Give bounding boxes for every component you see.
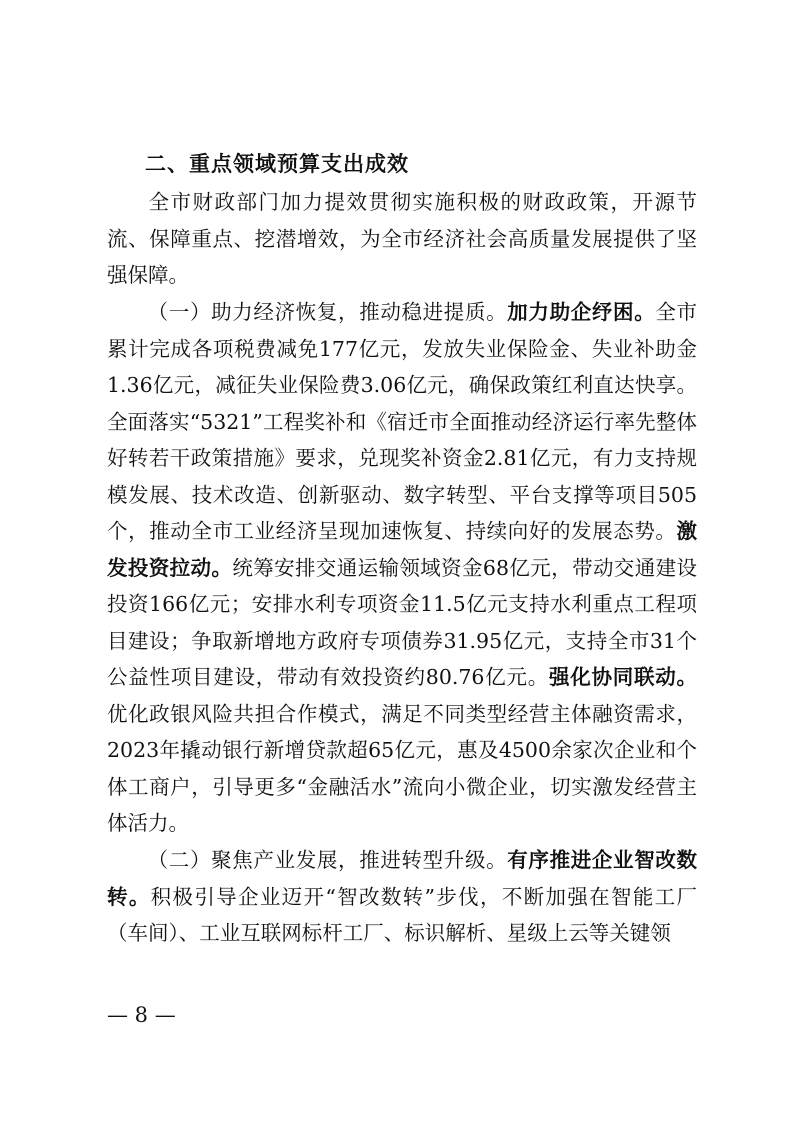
bold-phrase: 加力助企纾困。 xyxy=(507,300,656,324)
subsection-heading: （二）聚焦产业发展，推进转型升级。 xyxy=(147,848,508,872)
paragraph-text: 积极引导企业迈开“智改数转”步伐，不断加强在智能工厂（车间）、工业互联网标杆工厂、标识解析、星级上云等关键领 xyxy=(107,884,697,945)
bold-phrase: 强化协同联动。 xyxy=(548,665,697,689)
paragraph-industry-development xyxy=(107,842,697,952)
subsection-heading: （一）助力经济恢复，推动稳进提质。 xyxy=(147,300,508,324)
paragraph-text: 优化政银风险共担合作模式，满足不同类型经营主体融资需求，2023年撬动银行新增贷款超65亿元，惠及4500余家次企业和个体工商户，引导更多“金融活水”流向小微企业，切实激发经营主体活力。 xyxy=(107,701,697,835)
bold-phrase: 激发投资拉动。 xyxy=(107,519,697,580)
paragraph-intro xyxy=(107,184,697,294)
paragraph-economic-recovery xyxy=(107,294,697,842)
paragraph-text: 全市财政部门加力提效贯彻实施积极的财政政策，开源节流、保障重点、挖潜增效，为全市经济社会高质量发展提供了坚强保障。 xyxy=(107,190,697,287)
paragraph-text: 全市累计完成各项税费减免177亿元，发放失业保险金、失业补助金1.36亿元，减征失业保险费3.06亿元，确保政策红利直达快享。全面落实“5321”工程奖补和《宿迁市全面推动经济运行率先整体好转若干政策措施》要求，兑现奖补资金2.81亿元，有力支持规模发展、技术改造、创新驱动、数字转型、平台支撑等项目505个，推动全市工业经济呈现加速恢复、持续向好的发展态势。 xyxy=(107,300,698,543)
section-heading: 二、重点领域预算支出成效 xyxy=(145,152,409,176)
page-number: — 8 — xyxy=(107,1003,176,1027)
paragraph-text: 统筹安排交通运输领域资金68亿元，带动交通建设投资166亿元；安排水利专项资金11.5亿元支持水利重点工程项目建设；争取新增地方政府专项债券31.95亿元，支持全市31个公益性项目建设，带动有效投资约80.76亿元。 xyxy=(107,555,697,689)
bold-phrase: 有序推进企业智改数转。 xyxy=(107,848,698,909)
